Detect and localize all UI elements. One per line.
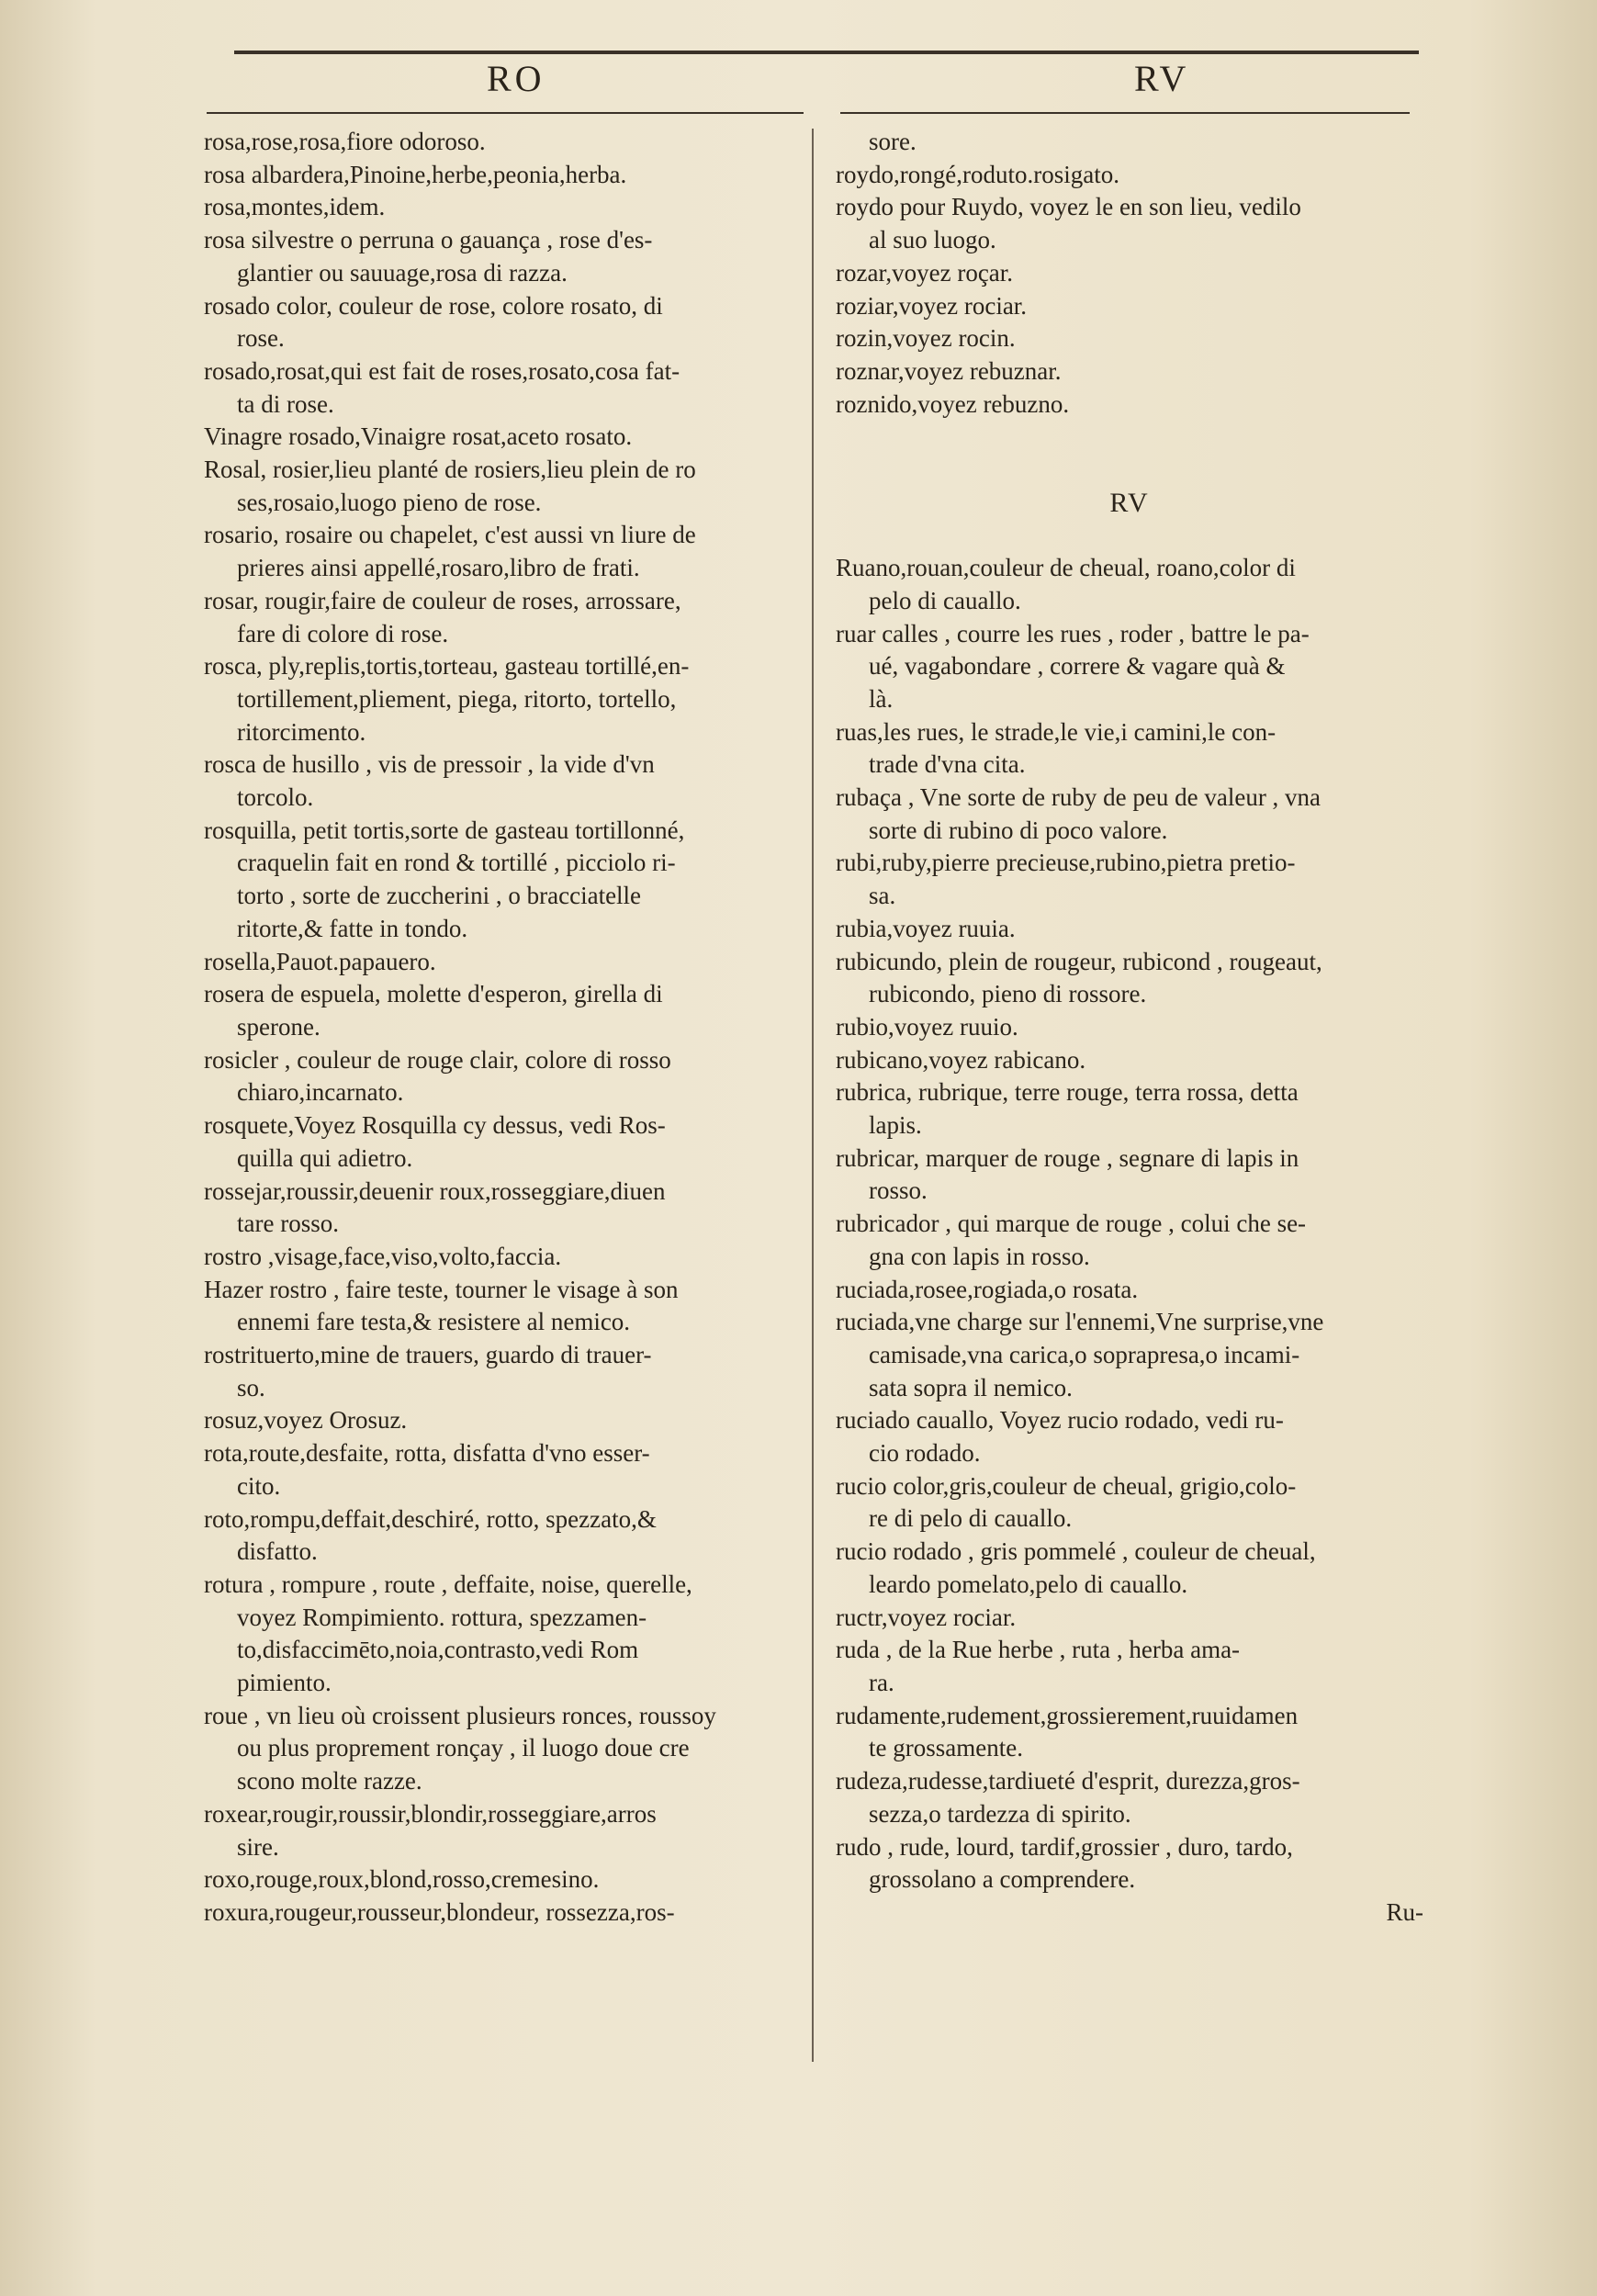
text-line: ta di rose. <box>237 389 334 418</box>
text-line: rubrica, rubrique, terre rouge, terra rossa, detta <box>836 1078 1299 1107</box>
text-line: roznido,voyez rebuzno. <box>836 389 1070 418</box>
text-line: re di pelo di cauallo. <box>869 1504 1073 1533</box>
text-line: rosa silvestre o perruna o gauança , rose d'es- <box>204 226 653 254</box>
text-line: ruar calles , courre les rues , roder , battre le pa- <box>836 619 1310 647</box>
right-header-rule <box>840 112 1410 114</box>
text-line: rosuz,voyez Orosuz. <box>204 1406 408 1435</box>
text-line: torto , sorte de zuccherini , o bracciatelle <box>237 882 642 910</box>
text-line: pimiento. <box>237 1669 332 1697</box>
text-line: rubicundo, plein de rougeur, rubicond , rougeaut, <box>836 947 1322 975</box>
text-line: ennemi fare testa,& resistere al nemico. <box>237 1308 631 1336</box>
text-line: chiaro,incarnato. <box>237 1078 404 1107</box>
text-line: rosado,rosat,qui est fait de roses,rosato,cosa fat- <box>204 356 680 385</box>
text-line: gna con lapis in rosso. <box>869 1242 1090 1270</box>
text-line <box>836 421 1423 454</box>
text-line: tare rosso. <box>237 1210 339 1238</box>
text-line: rubicano,voyez rabicano. <box>836 1045 1086 1074</box>
text-line: sezza,o tardezza di spirito. <box>869 1799 1131 1828</box>
text-line: sperone. <box>237 1012 321 1041</box>
left-column <box>204 126 801 1930</box>
text-line: to,disfaccimēto,noia,contrasto,vedi Rom <box>237 1636 639 1664</box>
text-line: Ruano,rouan,couleur de cheual, roano,color di <box>836 554 1296 582</box>
text-line: roto,rompu,deffait,deschiré, rotto, spezzato,& <box>204 1504 657 1533</box>
left-header-rule <box>207 112 804 114</box>
text-line: rosso. <box>869 1176 928 1205</box>
text-line: te grossamente. <box>869 1734 1023 1762</box>
text-line: rucio rodado , gris pommelé , couleur de cheual, <box>836 1537 1316 1566</box>
text-line: Hazer rostro , faire teste, tourner le visage à son <box>204 1275 679 1303</box>
text-line: rubi,ruby,pierre precieuse,rubino,pietra pretio- <box>836 849 1296 877</box>
text-line: rosella,Pauot.papauero. <box>204 947 436 975</box>
text-line: rudo , rude, lourd, tardif,grossier , duro, tardo, <box>836 1832 1293 1861</box>
text-line: rubaça , Vne sorte de ruby de peu de valeur , vna <box>836 783 1321 812</box>
text-line: ruciada,rosee,rogiada,o rosata. <box>836 1275 1139 1303</box>
text-line: rose. <box>237 324 285 353</box>
text-line: roziar,voyez rociar. <box>836 291 1028 320</box>
text-line: cio rodado. <box>869 1439 981 1468</box>
text-line: sorte di rubino di poco valore. <box>869 816 1168 844</box>
text-line: sa. <box>869 882 896 910</box>
text-line: rosicler , couleur de rouge clair, colore di rosso <box>204 1045 671 1074</box>
text-line: camisade,vna carica,o soprapresa,o incami- <box>869 1340 1300 1368</box>
text-line: ruciada,vne charge sur l'ennemi,Vne surprise,vne <box>836 1308 1324 1336</box>
right-running-head: RV <box>1134 58 1190 99</box>
text-line: rudeza,rudesse,tardiueté d'esprit, durezza,gros- <box>836 1767 1300 1795</box>
text-line: ritorcimento. <box>237 717 366 746</box>
text-line: rubricador , qui marque de rouge , colui che se- <box>836 1210 1307 1238</box>
text-line: ruas,les rues, le strade,le vie,i camini,le con- <box>836 717 1276 746</box>
text-line: ritorte,& fatte in tondo. <box>237 914 468 942</box>
text-line: Rosal, rosier,lieu planté de rosiers,lieu plein de ro <box>204 456 696 484</box>
text-line: rozin,voyez rocin. <box>836 324 1016 353</box>
text-line: Ru- <box>1386 1897 1423 1926</box>
text-line: ructr,voyez rociar. <box>836 1603 1017 1631</box>
text-line: cito. <box>237 1471 281 1500</box>
text-line: rosca de husillo , vis de pressoir , la vide d'vn <box>204 750 655 779</box>
text-line: roznar,voyez rebuznar. <box>836 356 1062 385</box>
text-line: rosa albardera,Pinoine,herbe,peonia,herba. <box>204 160 627 188</box>
text-line: rostro ,visage,face,viso,volto,faccia. <box>204 1242 562 1270</box>
text-line: ruda , de la Rue herbe , ruta , herba ama- <box>836 1636 1241 1664</box>
text-line: voyez Rompimiento. rottura, spezzamen- <box>237 1603 647 1631</box>
text-line: al suo luogo. <box>869 226 996 254</box>
text-line: glantier ou sauuage,rosa di razza. <box>237 258 568 287</box>
text-line: rosquilla, petit tortis,sorte de gasteau tortillonné, <box>204 816 685 844</box>
text-line: rossejar,roussir,deuenir roux,rosseggiare,diuen <box>204 1176 666 1205</box>
text-line: rosado color, couleur de rose, colore rosato, di <box>204 291 663 320</box>
text-line: ou plus proprement ronçay , il luogo doue cre <box>237 1734 690 1762</box>
text-line: rubricar, marquer de rouge , segnare di lapis in <box>836 1143 1299 1172</box>
text-line: ses,rosaio,luogo pieno de rose. <box>237 488 542 516</box>
column-divider <box>812 129 814 2062</box>
text-line: ruciado cauallo, Voyez rucio rodado, vedi ru- <box>836 1406 1284 1435</box>
text-line: pelo di cauallo. <box>869 586 1021 614</box>
text-line: Vinagre rosado,Vinaigre rosat,aceto rosato. <box>204 422 633 451</box>
text-line: leardo pomelato,pelo di cauallo. <box>869 1570 1188 1598</box>
text-line: roydo pour Ruydo, voyez le en son lieu, vedilo <box>836 193 1301 221</box>
text-line: rosario, rosaire ou chapelet, c'est aussi vn liure de <box>204 521 696 549</box>
text-line: sata sopra il nemico. <box>869 1373 1073 1401</box>
text-line: là. <box>869 684 894 713</box>
text-line: trade d'vna cita. <box>869 750 1026 779</box>
text-line: lapis. <box>869 1111 922 1140</box>
text-line: ué, vagabondare , correre & vagare quà & <box>869 652 1286 681</box>
text-line: rosa,montes,idem. <box>204 193 386 221</box>
text-line: rubio,voyez ruuio. <box>836 1012 1018 1041</box>
text-line: rucio color,gris,couleur de cheual, grigio,colo- <box>836 1471 1297 1500</box>
text-line: rostrituerto,mine de trauers, guardo di trauer- <box>204 1341 652 1369</box>
text-line: RV <box>1109 487 1150 518</box>
text-line: sire. <box>237 1832 279 1861</box>
left-running-head: RO <box>487 58 545 99</box>
text-line: rosca, ply,replis,tortis,torteau, gasteau tortillé,en- <box>204 652 690 681</box>
text-line: rubicondo, pieno di rossore. <box>869 980 1147 1008</box>
text-line: rozar,voyez roçar. <box>836 258 1014 287</box>
text-line: scono molte razze. <box>237 1767 422 1795</box>
text-line: roxura,rougeur,rousseur,blondeur, rossezza,ros- <box>204 1897 675 1926</box>
text-line: roxear,rougir,roussir,blondir,rosseggiare,arros <box>204 1799 657 1828</box>
text-line: rotura , rompure , route , deffaite, noise, querelle, <box>204 1570 692 1598</box>
text-line: craquelin fait en rond & tortillé , picciolo ri- <box>237 849 676 877</box>
text-line: rosar, rougir,faire de couleur de roses, arrossare, <box>204 586 681 614</box>
text-line: fare di colore di rose. <box>237 619 449 647</box>
text-line: so. <box>237 1373 265 1401</box>
text-line: disfatto. <box>237 1537 318 1566</box>
text-line: sore. <box>869 128 917 155</box>
text-line: roue , vn lieu où croissent plusieurs ronces, roussoy <box>204 1701 716 1729</box>
text-line: rudamente,rudement,grossierement,ruuidamen <box>836 1701 1299 1729</box>
text-line: rosa,rose,rosa,fiore odoroso. <box>204 128 486 155</box>
text-line: torcolo. <box>237 783 314 812</box>
text-line: rota,route,desfaite, rotta, disfatta d'vno esser- <box>204 1439 650 1468</box>
text-line: ra. <box>869 1669 894 1696</box>
text-line: rosquete,Voyez Rosquilla cy dessus, vedi Ros- <box>204 1111 666 1140</box>
text-line: rosera de espuela, molette d'esperon, girella di <box>204 980 663 1008</box>
text-line: roydo,rongé,roduto.rosigato. <box>836 160 1119 188</box>
text-line: quilla qui adietro. <box>237 1143 413 1172</box>
top-rule <box>234 51 1419 54</box>
text-line: rubia,voyez ruuia. <box>836 914 1016 942</box>
right-column <box>836 126 1423 1930</box>
text-line: roxo,rouge,roux,blond,rosso,cremesino. <box>204 1865 600 1894</box>
text-line: grossolano a comprendere. <box>869 1865 1136 1894</box>
text-line <box>836 519 1423 552</box>
text-line: tortillement,pliement, piega, ritorto, tortello, <box>237 684 677 713</box>
text-line: prieres ainsi appellé,rosaro,libro de frati. <box>237 554 640 582</box>
text-line <box>836 454 1423 487</box>
